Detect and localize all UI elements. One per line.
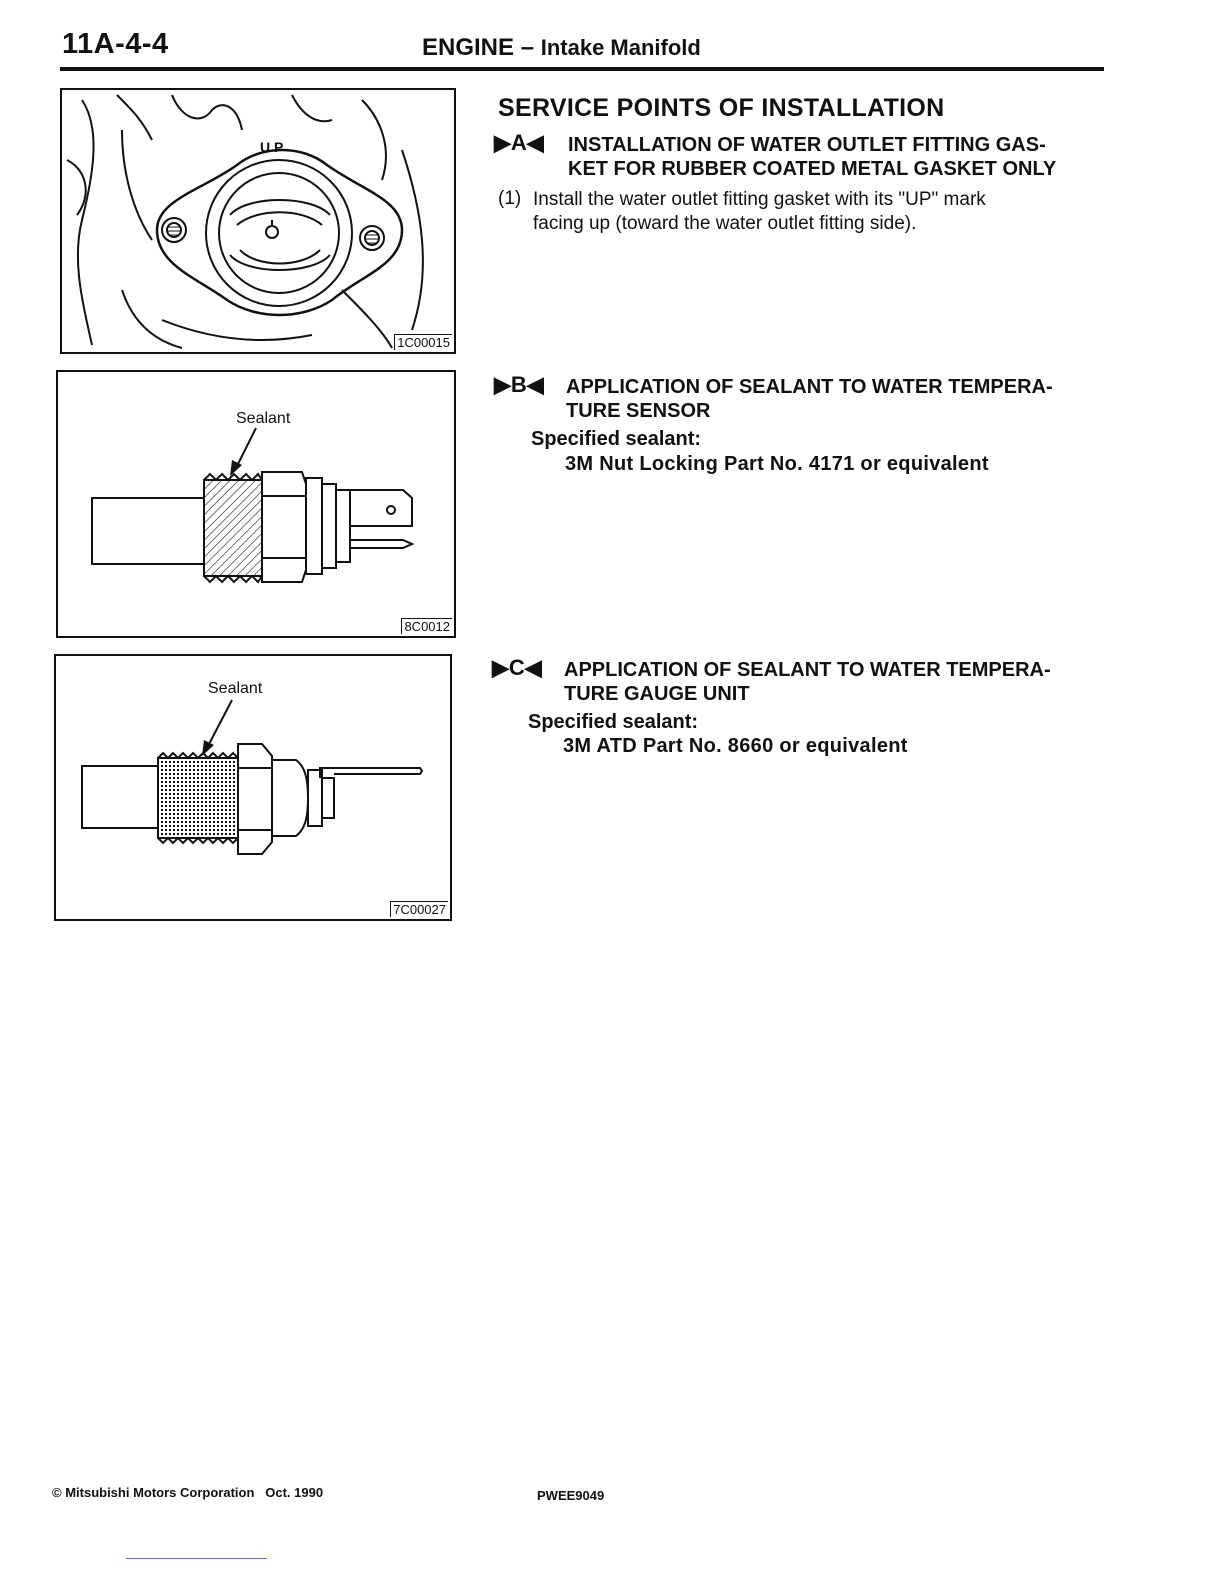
- page-number: 11A-4-4: [62, 28, 169, 60]
- item-c-heading-line2: TURE GAUGE UNIT: [564, 683, 750, 705]
- figure-code: 1C00015: [394, 334, 452, 350]
- svg-text:U P: U P: [260, 139, 284, 155]
- item-c-spec-value: 3M ATD Part No. 8660 or equivalent: [563, 735, 908, 757]
- footer-doc-code: PWEE9049: [537, 1488, 605, 1503]
- item-a-heading-line1: INSTALLATION OF WATER OUTLET FITTING GAS-: [568, 134, 1046, 156]
- sealant-label: Sealant: [236, 410, 291, 427]
- marker-b: ▶B◀: [494, 372, 544, 397]
- item-a-step-number: (1): [498, 188, 522, 209]
- sealant-label: Sealant: [208, 680, 263, 697]
- page-title-separator: –: [520, 34, 535, 61]
- figure-thermostat-housing: [60, 88, 456, 354]
- item-b-heading: [566, 375, 1106, 423]
- page-title-sub: Intake Manifold: [540, 35, 701, 60]
- figure-code: 7C00027: [390, 901, 448, 917]
- bottom-rule: [126, 1558, 267, 1559]
- thermostat-housing-drawing: [62, 90, 454, 352]
- item-b-heading-line1: APPLICATION OF SEALANT TO WATER TEMPERA-: [566, 376, 1053, 398]
- page-title: [422, 34, 701, 62]
- item-c-heading: [564, 658, 1104, 706]
- figure-temperature-sensor: [56, 370, 456, 638]
- marker-a: ▶A◀: [494, 130, 544, 155]
- footer-copyright: © Mitsubishi Motors Corporation Oct. 1990: [52, 1485, 324, 1500]
- item-a-heading-line2: KET FOR RUBBER COATED METAL GASKET ONLY: [568, 158, 1057, 180]
- item-c-spec-label: Specified sealant:: [528, 711, 699, 733]
- item-a-step-line1: Install the water outlet fitting gasket with its "UP" mark: [533, 189, 986, 210]
- figure-temperature-gauge-unit: [54, 654, 452, 921]
- page-title-main: ENGINE: [422, 34, 515, 61]
- item-c-heading-line1: APPLICATION OF SEALANT TO WATER TEMPERA-: [564, 659, 1051, 681]
- item-a-step-line2: facing up (toward the water outlet fitting side).: [533, 213, 917, 234]
- item-b-spec-label: Specified sealant:: [531, 428, 702, 450]
- section-title: SERVICE POINTS OF INSTALLATION: [498, 94, 945, 122]
- item-b-spec-value: 3M Nut Locking Part No. 4171 or equivalent: [565, 453, 989, 475]
- item-b-heading-line2: TURE SENSOR: [566, 400, 711, 422]
- item-a-step-text: [533, 188, 1103, 236]
- figure-code: 8C0012: [401, 618, 452, 634]
- header-rule: [60, 67, 1104, 71]
- item-a-heading: [568, 133, 1108, 181]
- marker-c: ▶C◀: [492, 655, 542, 680]
